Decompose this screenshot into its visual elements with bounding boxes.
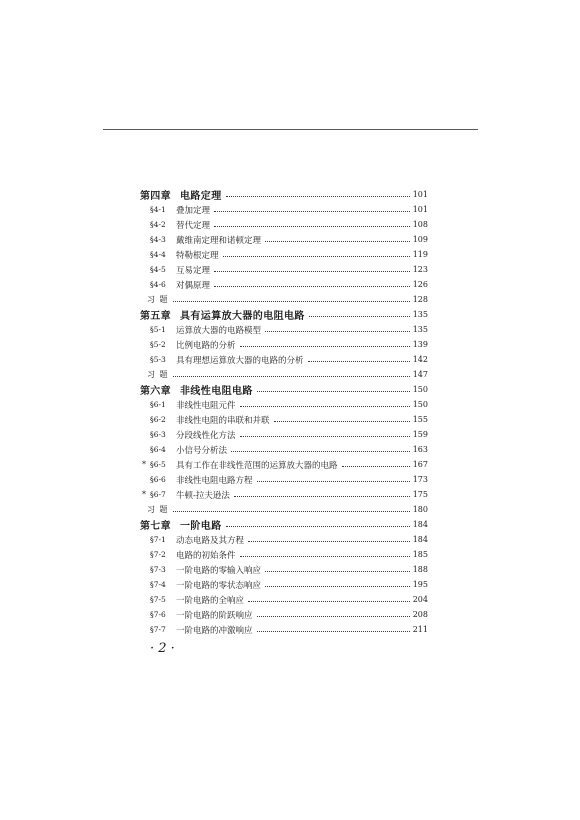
chapter-title: 非线性电阻电路 bbox=[180, 386, 253, 397]
dot-leader bbox=[214, 211, 410, 212]
dot-leader bbox=[257, 616, 410, 617]
section-title: 一阶电路的零状态响应 bbox=[176, 580, 262, 591]
page-number: 108 bbox=[412, 220, 428, 229]
section-number: §6-6 bbox=[150, 475, 166, 484]
toc-section-row bbox=[140, 322, 428, 337]
dot-leader bbox=[240, 406, 410, 407]
toc-exercises-row bbox=[140, 502, 428, 517]
toc-section-row bbox=[140, 592, 428, 607]
page-number: 135 bbox=[412, 325, 428, 334]
dot-leader bbox=[240, 556, 410, 557]
dot-leader bbox=[248, 541, 410, 542]
page-number: 119 bbox=[412, 250, 428, 259]
chapter-number: 第七章 bbox=[140, 521, 171, 532]
section-number: §7-6 bbox=[150, 610, 166, 619]
section-title: 具有工作在非线性范围的运算放大器的电路 bbox=[176, 460, 338, 471]
section-title: 叠加定理 bbox=[176, 205, 211, 216]
section-title: 运算放大器的电路模型 bbox=[176, 325, 262, 336]
section-title: 一阶电路的全响应 bbox=[176, 595, 245, 606]
dot-leader bbox=[265, 586, 410, 587]
dot-leader bbox=[257, 631, 410, 632]
page-number: 139 bbox=[412, 340, 428, 349]
toc-section-row bbox=[140, 547, 428, 562]
page-number: 180 bbox=[412, 505, 428, 514]
section-number: §7-5 bbox=[150, 595, 166, 604]
section-number: §6-1 bbox=[150, 400, 166, 409]
page-number: 185 bbox=[412, 550, 428, 559]
section-title: 小信号分析法 bbox=[176, 445, 228, 456]
table-of-contents bbox=[140, 187, 428, 637]
dot-leader bbox=[240, 436, 410, 437]
optional-section-mark: * bbox=[142, 460, 146, 469]
toc-section-row bbox=[140, 232, 428, 247]
dot-leader bbox=[173, 301, 410, 302]
page-number: 101 bbox=[412, 190, 428, 199]
optional-section-mark: * bbox=[142, 490, 146, 499]
section-number: §4-2 bbox=[150, 220, 166, 229]
section-number: §6-7 bbox=[150, 490, 166, 499]
section-number: §7-4 bbox=[150, 580, 166, 589]
section-number: §5-1 bbox=[150, 325, 166, 334]
chapter-title: 一阶电路 bbox=[180, 521, 222, 532]
dot-leader bbox=[308, 361, 410, 362]
dot-leader bbox=[265, 571, 410, 572]
page-number: 204 bbox=[412, 595, 428, 604]
section-number: §7-1 bbox=[150, 535, 166, 544]
toc-section-row bbox=[140, 412, 428, 427]
page-number: 208 bbox=[412, 610, 428, 619]
section-title: 牛顿-拉夫逊法 bbox=[176, 490, 230, 501]
page-number: 135 bbox=[412, 310, 428, 319]
dot-leader bbox=[173, 511, 410, 512]
toc-section-row bbox=[140, 622, 428, 637]
toc-section-row bbox=[140, 472, 428, 487]
section-number: §7-7 bbox=[150, 625, 166, 634]
section-number: §6-3 bbox=[150, 430, 166, 439]
page-number: 150 bbox=[412, 400, 428, 409]
chapter-number: 第四章 bbox=[140, 191, 171, 202]
dot-leader bbox=[257, 481, 410, 482]
page-number: 159 bbox=[412, 430, 428, 439]
section-number: §5-3 bbox=[150, 355, 166, 364]
toc-section-row bbox=[140, 577, 428, 592]
toc-exercises-row bbox=[140, 367, 428, 382]
page-number: 163 bbox=[412, 445, 428, 454]
section-number: §7-2 bbox=[150, 550, 166, 559]
exercises-label: 习 题 bbox=[147, 505, 169, 514]
section-title: 互易定理 bbox=[176, 265, 211, 276]
dot-leader bbox=[231, 451, 410, 452]
section-title: 替代定理 bbox=[176, 220, 211, 231]
page-number: 173 bbox=[412, 475, 428, 484]
page-number: 128 bbox=[412, 295, 428, 304]
page-number: 155 bbox=[412, 415, 428, 424]
dot-leader bbox=[214, 226, 410, 227]
toc-section-row bbox=[140, 427, 428, 442]
page-number: 123 bbox=[412, 265, 428, 274]
dot-leader bbox=[265, 241, 410, 242]
dot-leader bbox=[265, 331, 410, 332]
section-title: 电路的初始条件 bbox=[176, 550, 236, 561]
toc-exercises-row bbox=[140, 292, 428, 307]
page-number: 188 bbox=[412, 565, 428, 574]
toc-section-row bbox=[140, 202, 428, 217]
dot-leader bbox=[240, 346, 410, 347]
toc-section-row bbox=[140, 532, 428, 547]
section-title: 具有理想运算放大器的电路的分析 bbox=[176, 355, 304, 366]
page-number: 211 bbox=[412, 625, 428, 634]
toc-section-row bbox=[140, 442, 428, 457]
toc-chapter-row bbox=[140, 307, 428, 322]
section-title: 非线性电阻元件 bbox=[176, 400, 236, 411]
section-title: 一阶电路的冲激响应 bbox=[176, 625, 253, 636]
dot-leader bbox=[226, 196, 410, 197]
toc-section-row bbox=[140, 247, 428, 262]
section-title: 对偶原理 bbox=[176, 280, 211, 291]
dot-leader bbox=[248, 601, 410, 602]
toc-section-row bbox=[140, 352, 428, 367]
toc-section-row bbox=[140, 607, 428, 622]
page-number: 184 bbox=[412, 520, 428, 529]
section-number: §4-3 bbox=[150, 235, 166, 244]
chapter-title: 电路定理 bbox=[180, 191, 222, 202]
toc-section-row bbox=[140, 397, 428, 412]
page-number: 126 bbox=[412, 280, 428, 289]
section-number: §6-5 bbox=[150, 460, 166, 469]
page-number: 175 bbox=[412, 490, 428, 499]
exercises-label: 习 题 bbox=[147, 295, 169, 304]
toc-section-row bbox=[140, 277, 428, 292]
section-number: §6-2 bbox=[150, 415, 166, 424]
section-number: §5-2 bbox=[150, 340, 166, 349]
section-title: 非线性电阻电路方程 bbox=[176, 475, 253, 486]
section-number: §4-6 bbox=[150, 280, 166, 289]
page-number: 147 bbox=[412, 370, 428, 379]
section-number: §4-1 bbox=[150, 205, 166, 214]
chapter-number: 第五章 bbox=[140, 311, 171, 322]
toc-section-row bbox=[140, 262, 428, 277]
dot-leader bbox=[214, 271, 410, 272]
page-folio: · 2 · bbox=[150, 641, 175, 656]
page-number: 150 bbox=[412, 385, 428, 394]
section-title: 动态电路及其方程 bbox=[176, 535, 245, 546]
page-number: 101 bbox=[412, 205, 428, 214]
section-title: 一阶电路的零输入响应 bbox=[176, 565, 262, 576]
chapter-title: 具有运算放大器的电阻电路 bbox=[180, 311, 305, 322]
toc-chapter-row bbox=[140, 187, 428, 202]
toc-chapter-row bbox=[140, 382, 428, 397]
dot-leader bbox=[274, 421, 410, 422]
dot-leader bbox=[234, 496, 410, 497]
section-number: §4-5 bbox=[150, 265, 166, 274]
page-number: 195 bbox=[412, 580, 428, 589]
toc-section-row bbox=[140, 487, 428, 502]
toc-section-row bbox=[140, 562, 428, 577]
toc-section-row bbox=[140, 217, 428, 232]
section-title: 戴维南定理和诺顿定理 bbox=[176, 235, 262, 246]
toc-section-row bbox=[140, 337, 428, 352]
dot-leader bbox=[223, 256, 410, 257]
section-number: §7-3 bbox=[150, 565, 166, 574]
section-title: 比例电路的分析 bbox=[176, 340, 236, 351]
toc-section-row bbox=[140, 457, 428, 472]
section-title: 一阶电路的阶跃响应 bbox=[176, 610, 253, 621]
dot-leader bbox=[309, 316, 410, 317]
header-rule bbox=[103, 129, 478, 130]
dot-leader bbox=[226, 526, 410, 527]
dot-leader bbox=[342, 466, 410, 467]
section-title: 分段线性化方法 bbox=[176, 430, 236, 441]
dot-leader bbox=[257, 391, 410, 392]
page-number: 167 bbox=[412, 460, 428, 469]
dot-leader bbox=[214, 286, 410, 287]
page-number: 109 bbox=[412, 235, 428, 244]
page-number: 142 bbox=[412, 355, 428, 364]
dot-leader bbox=[173, 376, 410, 377]
page-number: 184 bbox=[412, 535, 428, 544]
exercises-label: 习 题 bbox=[147, 370, 169, 379]
section-number: §4-4 bbox=[150, 250, 166, 259]
section-number: §6-4 bbox=[150, 445, 166, 454]
section-title: 特勒根定理 bbox=[176, 250, 219, 261]
section-title: 非线性电阻的串联和并联 bbox=[176, 415, 270, 426]
toc-chapter-row bbox=[140, 517, 428, 532]
chapter-number: 第六章 bbox=[140, 386, 171, 397]
